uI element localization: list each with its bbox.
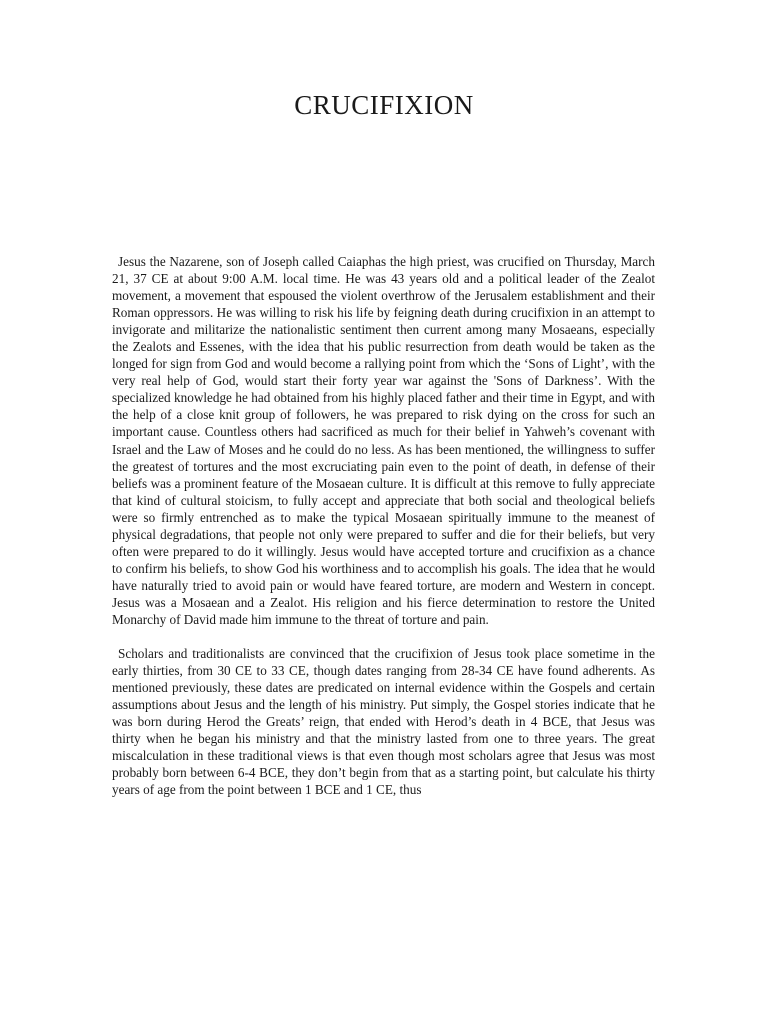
paragraph-1: Jesus the Nazarene, son of Joseph called Caiaphas the high priest, was crucified on Thursday, March 21, 37 CE at about 9:00 A.M. local time. He was 43 years old and a political leader of the Zealot movement, a movement that espoused the violent overthrow of the Jerusalem establishment and their Roman oppressors. He was willing to risk his life by feigning death during crucifixion in an attempt to invigorate and militarize the nationalistic sentiment then current among many Mosaeans, especially the Zealots and Essenes, with the idea that his public resurrection from death would be taken as the longed for sign from God and would become a rallying point from which the ‘Sons of Light’, with the very real help of God, would start their forty year war against the 'Sons of Darkness’. With the specialized knowledge he had obtained from his highly placed father and their time in Egypt, and with the help of a close knit group of followers, he was prepared to risk dying on the cross for such an important cause. Countless others had sacrificed as much for their belief in Yahweh’s covenant with Israel and the Law of Moses and he could do no less. As has been mentioned, the willingness to suffer the greatest of tortures and the most excruciating pain even to the point of death, in defense of their beliefs was a prominent feature of the Mosaean culture. It is difficult at this remove to fully appreciate that kind of cultural stoicism, to fully accept and appreciate that both social and theological beliefs were so firmly entrenched as to make the typical Mosaean spiritually immune to the meanest of physical degradations, that people not only were prepared to suffer and die for their beliefs, but very often were prepared to do it willingly. Jesus would have accepted torture and crucifixion as a chance to confirm his beliefs, to show God his worthiness and to accomplish his goals. The idea that he would have naturally tried to avoid pain or would have feared torture, are modern and Western in concept. Jesus was a Mosaean and a Zealot. His religion and his fierce determination to restore the United Monarchy of David made him immune to the threat of torture and pain.: [112, 254, 655, 627]
paragraph-2: Scholars and traditionalists are convinced that the crucifixion of Jesus took place sometime in the early thirties, from 30 CE to 33 CE, though dates ranging from 28-34 CE have found adherents. As mentioned previously, these dates are predicated on internal evidence within the Gospels and certain assumptions about Jesus and the length of his ministry. Put simply, the Gospel stories indicate that he was born during Herod the Greats’ reign, that ended with Herod’s death in 4 BCE, that Jesus was thirty when he began his ministry and that the ministry lasted from one to three years. The great miscalculation in these traditional views is that even though most scholars agree that Jesus was most probably born between 6-4 BCE, they don’t begin from that as a starting point, but calculate his thirty years of age from the point between 1 BCE and 1 CE, thus: [112, 646, 655, 798]
page-title: CRUCIFIXION: [294, 90, 474, 120]
document-body: [112, 253, 655, 798]
